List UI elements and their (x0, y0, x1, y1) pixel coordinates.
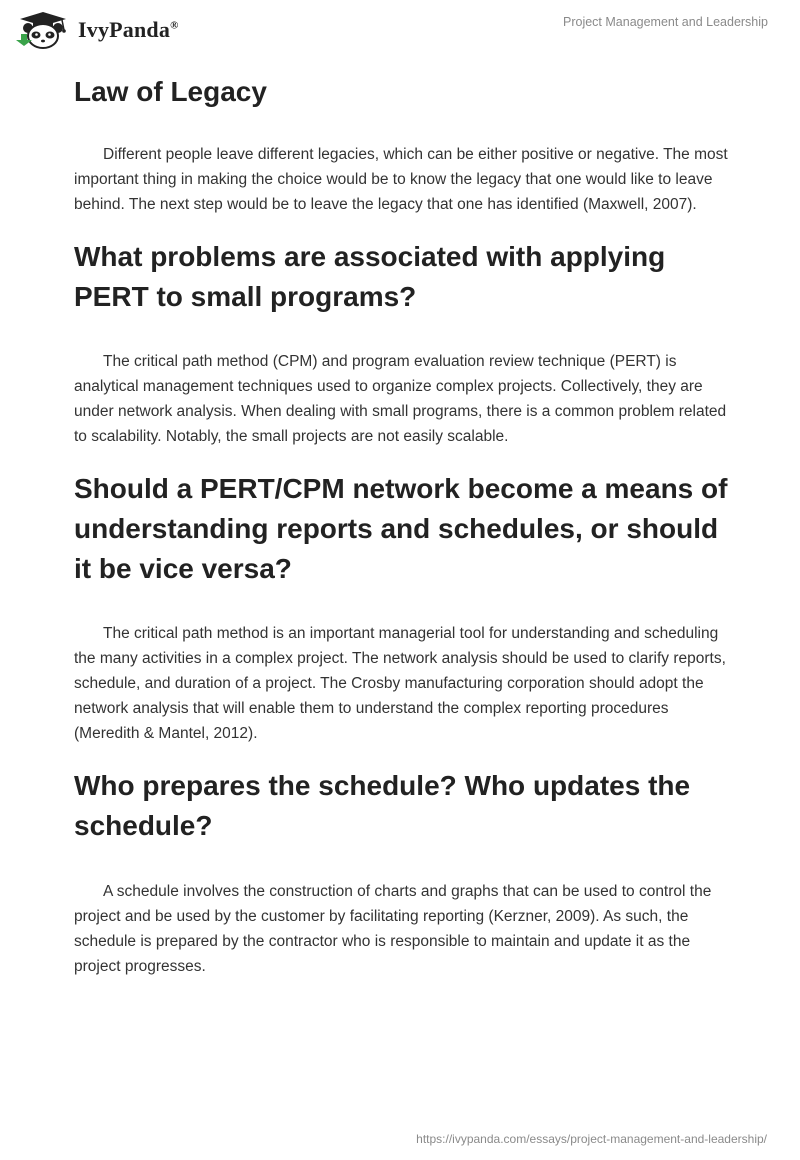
section-heading: Should a PERT/CPM network become a means of understanding reports and schedules, or should it be vice versa? (74, 473, 728, 584)
brand-name: IvyPanda® (78, 17, 179, 42)
section-paragraph: Different people leave different legacies, which can be either positive or negative. The most important thing in making the choice would be to know the legacy that one would like to leave behind. The next step would be to leave the legacy that one has identified (Maxwell, 2007). (74, 146, 728, 213)
section-law-of-legacy (74, 72, 730, 217)
section-paragraph: The critical path method (CPM) and program evaluation review technique (PERT) is analytical management techniques used to organize complex projects. Collectively, they are under network analysis. When dealing with small programs, there is a common problem related to scalability. Notably, the small projects are not easily scalable. (74, 353, 727, 445)
essay-content (74, 72, 730, 979)
section-schedule (74, 766, 730, 979)
section-heading: Law of Legacy (74, 76, 267, 107)
document-title: Project Management and Leadership (563, 15, 768, 29)
section-pert-small-programs (74, 237, 730, 449)
section-paragraph: The critical path method is an important managerial tool for understanding and scheduling the many activities in a complex project. The network analysis should be used to clarify reports, schedule, and duration of a project. The Crosby manufacturing corporation should adopt the network analysis that will enable them to understand the complex reporting procedures (Meredith & Mantel, 2012). (74, 625, 726, 742)
page-header (0, 0, 800, 60)
ivypanda-logo[interactable] (14, 10, 179, 50)
source-url-link[interactable]: https://ivypanda.com/essays/project-management-and-leadership/ (416, 1132, 767, 1146)
section-heading: What problems are associated with applying PERT to small programs? (74, 241, 666, 312)
section-pert-cpm-network (74, 469, 730, 746)
section-heading: Who prepares the schedule? Who updates the schedule? (74, 770, 691, 841)
section-paragraph: A schedule involves the construction of charts and graphs that can be used to control the project and be used by the customer by facilitating reporting (Kerzner, 2009). As such, the schedule is prepared by the contractor who is responsible to maintain and update it as the project progresses. (74, 883, 712, 975)
panda-graduate-icon (14, 10, 72, 50)
